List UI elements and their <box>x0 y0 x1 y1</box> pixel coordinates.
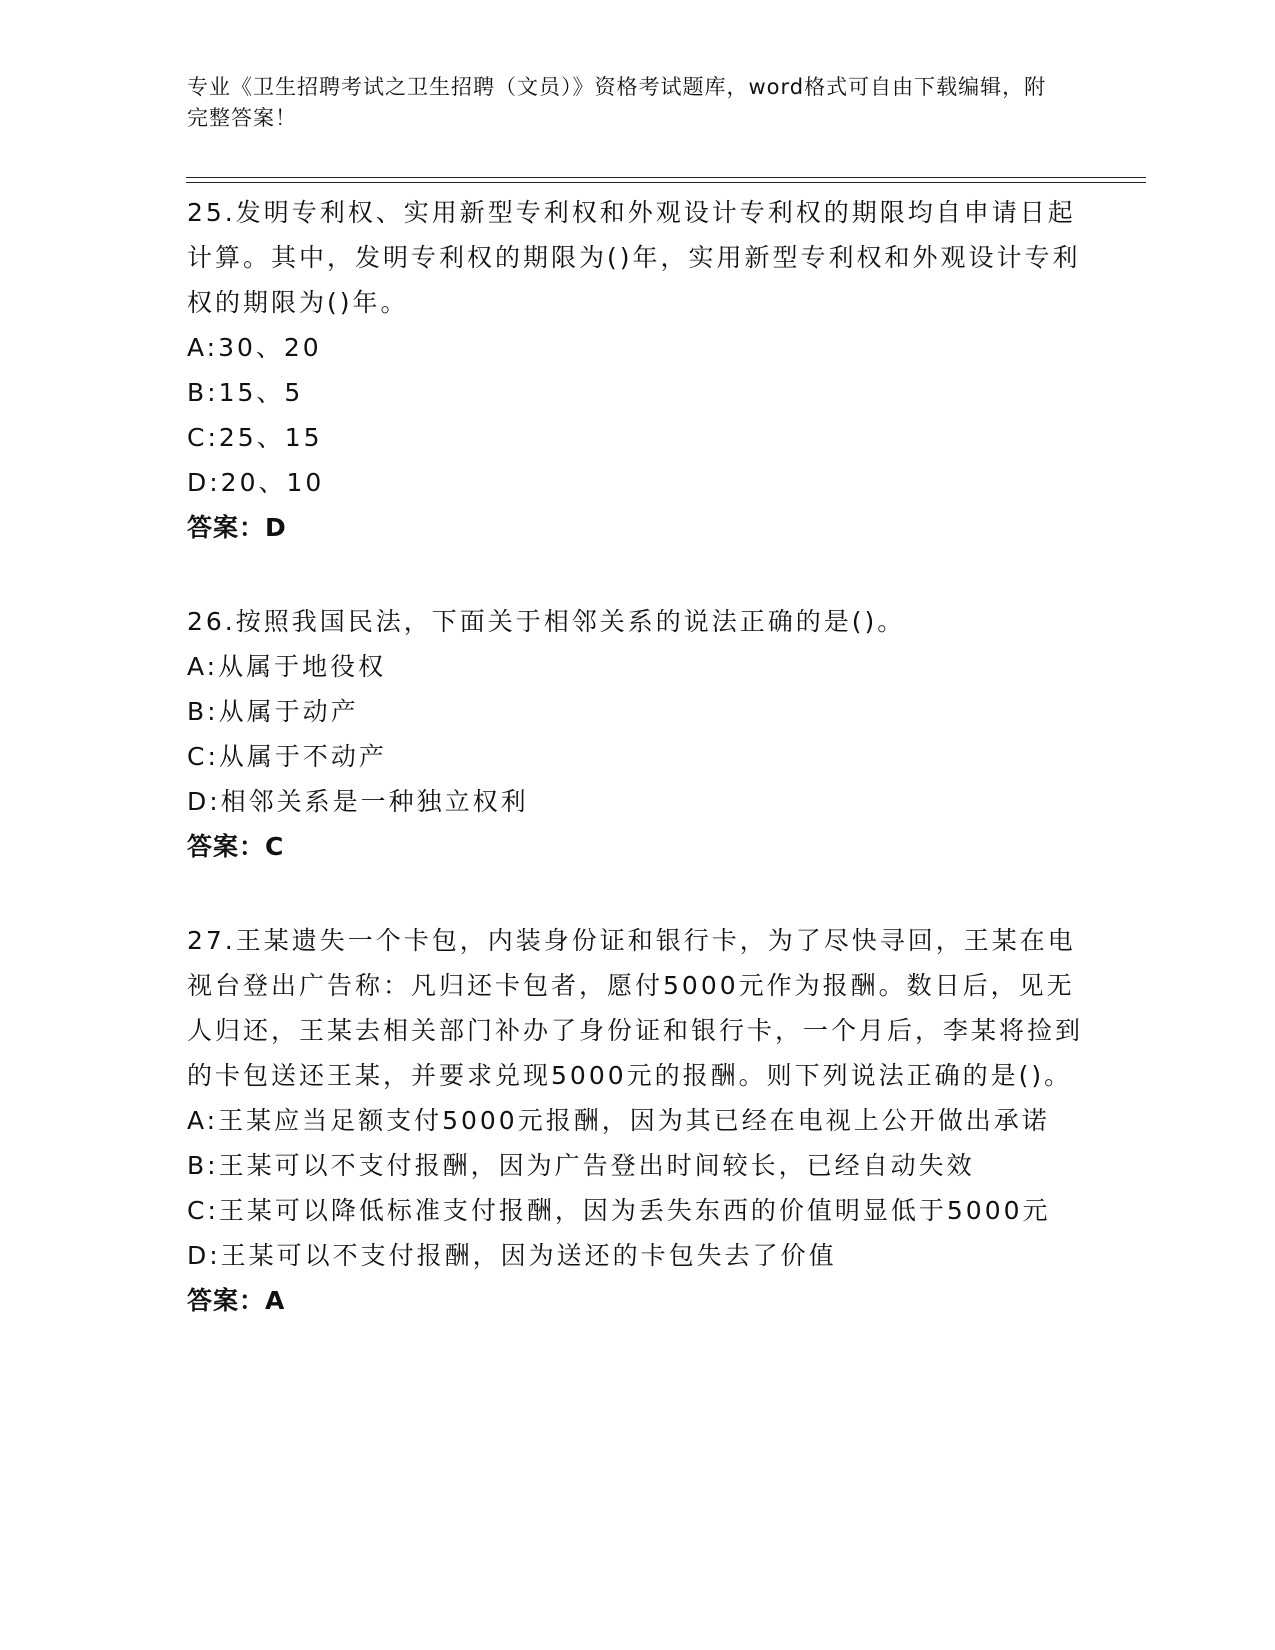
option-a: A:王某应当足额支付5000元报酬，因为其已经在电视上公开做出承诺 <box>187 1106 1050 1135</box>
header-divider-bottom <box>186 182 1146 183</box>
option-a: A:30、20 <box>187 333 322 362</box>
question-stem: 26.按照我国民法，下面关于相邻关系的说法正确的是()。 <box>187 607 906 636</box>
answer-line: 答案：D <box>187 513 287 542</box>
header-divider-top <box>186 177 1146 178</box>
question-25 <box>187 190 1087 550</box>
option-b: B:从属于动产 <box>187 697 359 726</box>
option-c: C:王某可以降低标准支付报酬，因为丢失东西的价值明显低于5000元 <box>187 1196 1051 1225</box>
option-a: A:从属于地役权 <box>187 652 387 681</box>
answer-line: 答案：A <box>187 1286 286 1315</box>
option-d: D:20、10 <box>187 468 325 497</box>
answer-line: 答案：C <box>187 832 285 861</box>
option-c: C:从属于不动产 <box>187 742 387 771</box>
question-27 <box>187 918 1087 1323</box>
option-d: D:王某可以不支付报酬，因为送还的卡包失去了价值 <box>187 1241 837 1270</box>
option-d: D:相邻关系是一种独立权利 <box>187 787 529 816</box>
option-b: B:王某可以不支付报酬，因为广告登出时间较长，已经自动失效 <box>187 1151 975 1180</box>
option-c: C:25、15 <box>187 423 323 452</box>
question-stem: 25.发明专利权、实用新型专利权和外观设计专利权的期限均自申请日起计算。其中，发明专利权的期限为()年，实用新型专利权和外观设计专利权的期限为()年。 <box>187 198 1081 317</box>
question-stem: 27.王某遗失一个卡包，内装身份证和银行卡，为了尽快寻回，王某在电视台登出广告称：凡归还卡包者，愿付5000元作为报酬。数日后，见无人归还，王某去相关部门补办了身份证和银行卡，一个月后，李某将捡到的卡包送还王某，并要求兑现5000元的报酬。则下列说法正确的是()。 <box>187 926 1084 1090</box>
option-b: B:15、5 <box>187 378 304 407</box>
question-26 <box>187 599 1087 869</box>
document-header: 专业《卫生招聘考试之卫生招聘（文员）》资格考试题库，word格式可自由下载编辑，附完整答案！ <box>187 75 1047 130</box>
